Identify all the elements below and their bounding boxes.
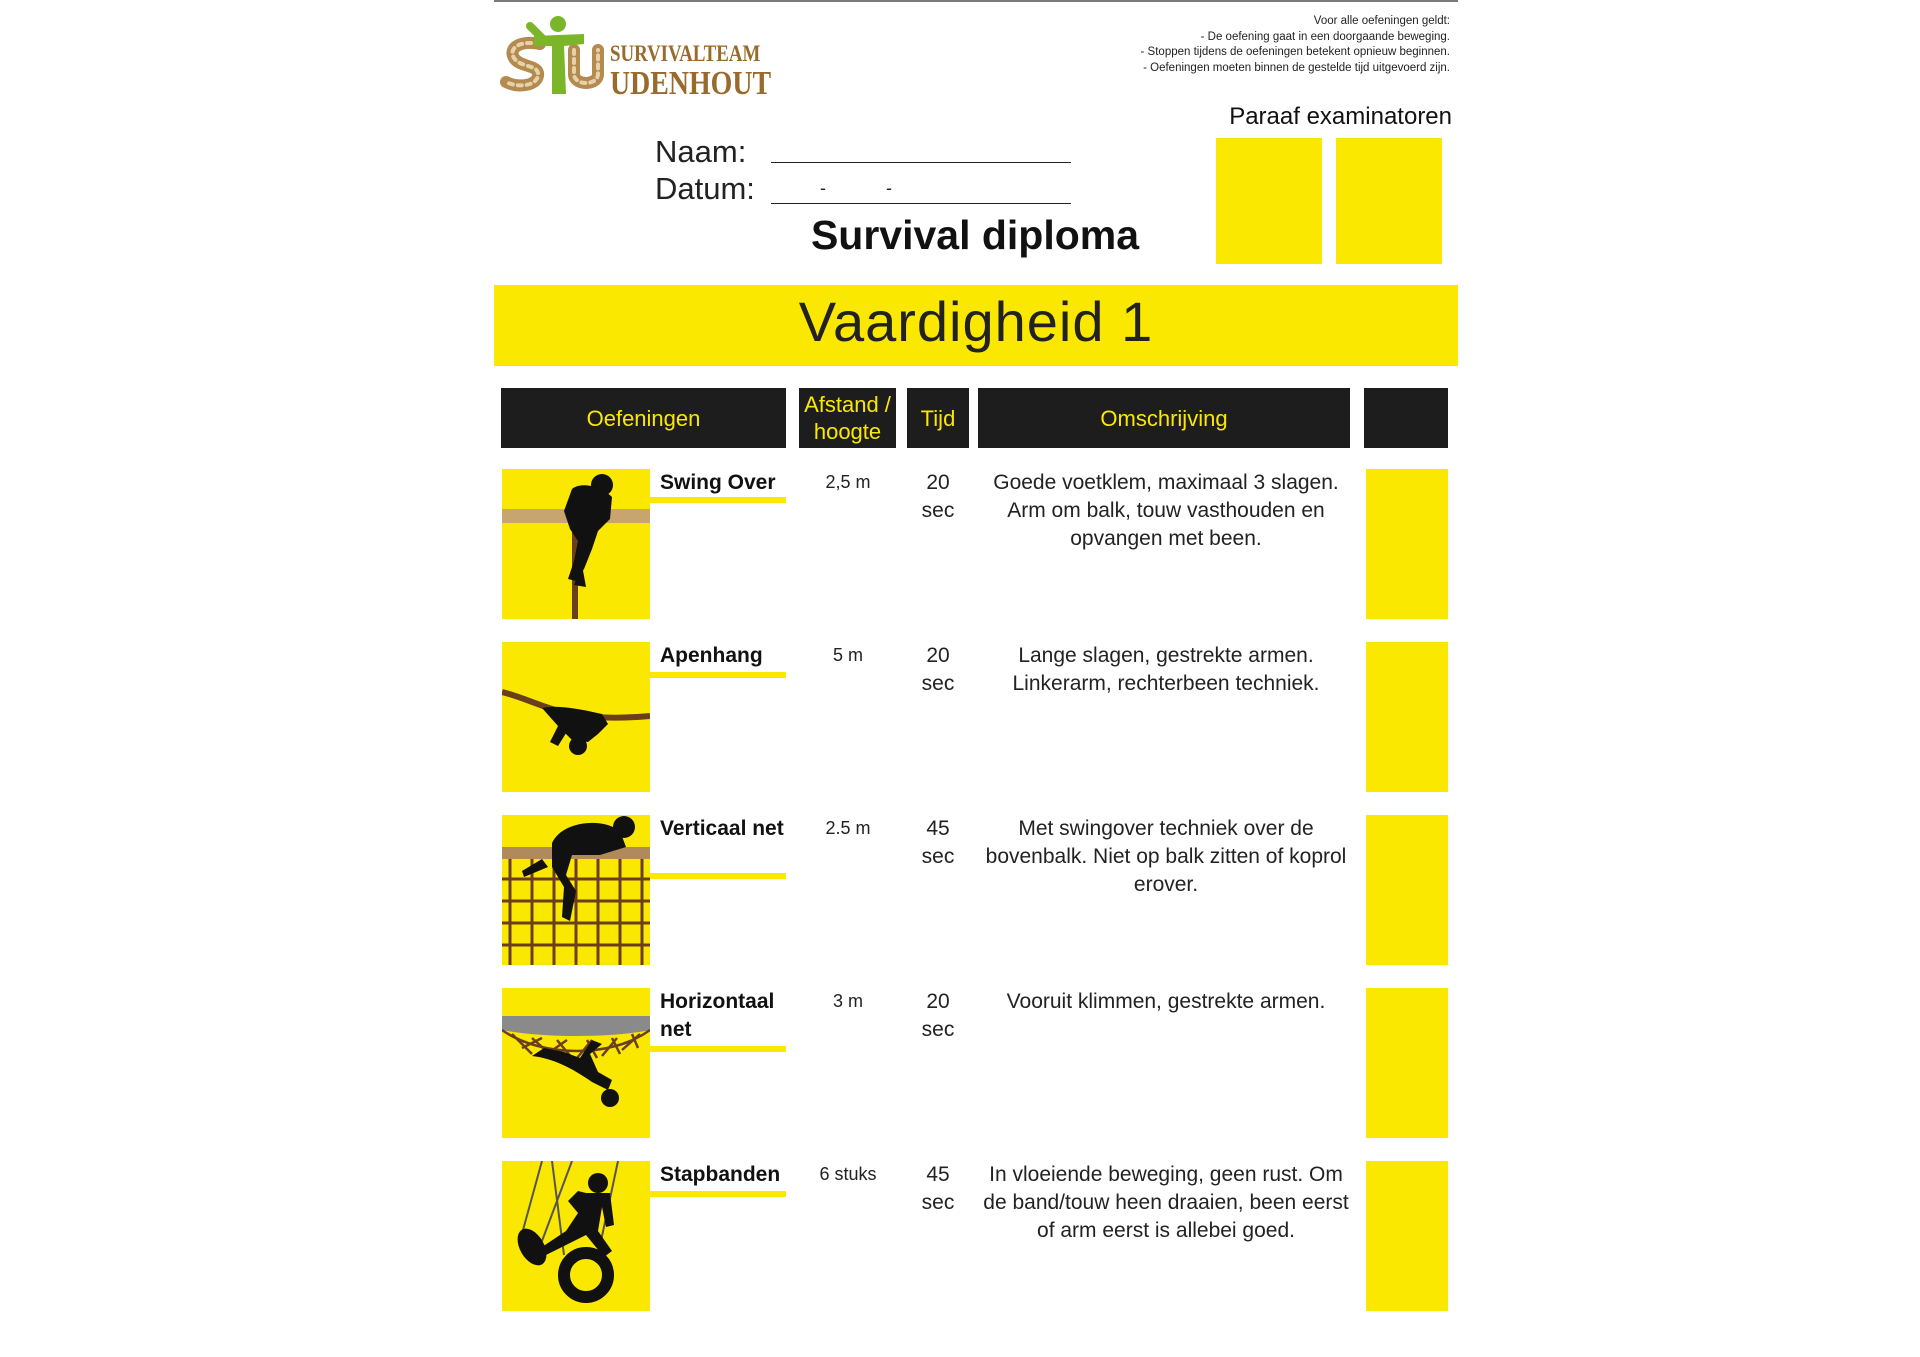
paraaf-label: Paraaf examinatoren [1229,103,1452,130]
exercise-tijd: 45 sec [921,817,955,868]
logo [500,14,775,102]
exercise-underline [650,873,786,879]
header-omschrijving: Omschrijving [978,388,1350,448]
rules-item-3: - Oefeningen moeten binnen de gestelde tijd uitgevoerd zijn. [1143,61,1450,74]
exercise-omschrijving: Vooruit klimmen, gestrekte armen. [1006,990,1326,1013]
exercise-omschrijving: Lange slagen, gestrekte armen. Linkerarm, rechterbeen techniek. [1012,644,1320,695]
exercise-row-1 [0,469,1920,619]
exercise-afstand: 2,5 m [825,472,871,492]
monkey-hang-silhouette-icon [502,642,650,792]
exercise-afstand: 3 m [832,991,863,1011]
score-box[interactable] [1366,1161,1448,1311]
exercise-tijd: 20 sec [921,471,955,522]
exercise-tijd: 20 sec [921,990,955,1041]
score-box[interactable] [1366,988,1448,1138]
exercise-omschrijving: In vloeiende beweging, geen rust. Om de band/touw heen draaien, been eerst of arm eerst is allebei goed. [983,1163,1349,1242]
header-afstand: Afstand / hoogte [799,388,896,448]
page-title: Survival diploma [810,212,1140,258]
top-rule [494,0,1458,2]
logo-line1: SURVIVALTEAM [610,41,761,66]
header-oefeningen: Oefeningen [501,388,786,448]
header-score [1364,388,1448,448]
exercise-afstand: 2.5 m [825,818,871,838]
exercise-omschrijving: Met swingover techniek over de bovenbalk. Niet op balk zitten of koprol erover. [985,817,1347,896]
exercise-underline [650,1046,786,1052]
datum-label: Datum: [655,171,755,206]
rules-item-2: - Stoppen tijdens de oefeningen betekent opnieuw beginnen. [1140,46,1450,58]
vertical-net-silhouette-icon [502,815,650,965]
exercise-tijd: 45 sec [921,1163,955,1214]
exercise-afstand: 5 m [832,645,863,665]
datum-separator-1: - [820,178,826,198]
score-box[interactable] [1366,642,1448,792]
logo-mark-icon [500,14,610,98]
exercise-row-5 [0,1161,1920,1311]
section-title: Vaardigheid 1 [798,290,1154,353]
naam-label: Naam: [655,134,747,169]
exercise-row-3 [0,815,1920,965]
exercise-name: Swing Over [660,471,776,494]
exercise-row-4 [0,988,1920,1138]
exercise-name: Stapbanden [660,1163,781,1186]
exercise-afstand: 6 stuks [819,1164,877,1184]
exercise-underline [650,1191,786,1197]
swing-over-silhouette-icon [502,469,650,619]
datum-separator-2: - [886,178,892,198]
rules-heading: Voor alle oefeningen geldt: [1313,15,1450,27]
naam-field[interactable] [771,162,1071,163]
exercise-underline [650,497,786,503]
score-box[interactable] [1366,469,1448,619]
signature-box-1[interactable] [1216,138,1322,264]
logo-line2: UDENHOUT [610,65,772,102]
horizontal-net-silhouette-icon [502,988,650,1138]
exercise-name: Horizontaal net [660,990,775,1041]
exercise-omschrijving: Goede voetklem, maximaal 3 slagen. Arm om balk, touw vasthouden en opvangen met been. [993,471,1339,550]
score-box[interactable] [1366,815,1448,965]
exercise-tijd: 20 sec [921,644,955,695]
exercise-name: Verticaal net [660,817,784,840]
datum-field[interactable] [771,203,1071,204]
rules-block [1030,14,1450,76]
step-tires-silhouette-icon [502,1161,650,1311]
header-tijd: Tijd [907,388,969,448]
exercise-underline [650,672,786,678]
exercise-name: Apenhang [660,644,763,667]
signature-box-2[interactable] [1336,138,1442,264]
exercise-row-2 [0,642,1920,792]
rules-item-1: - De oefening gaat in een doorgaande beweging. [1200,30,1450,43]
